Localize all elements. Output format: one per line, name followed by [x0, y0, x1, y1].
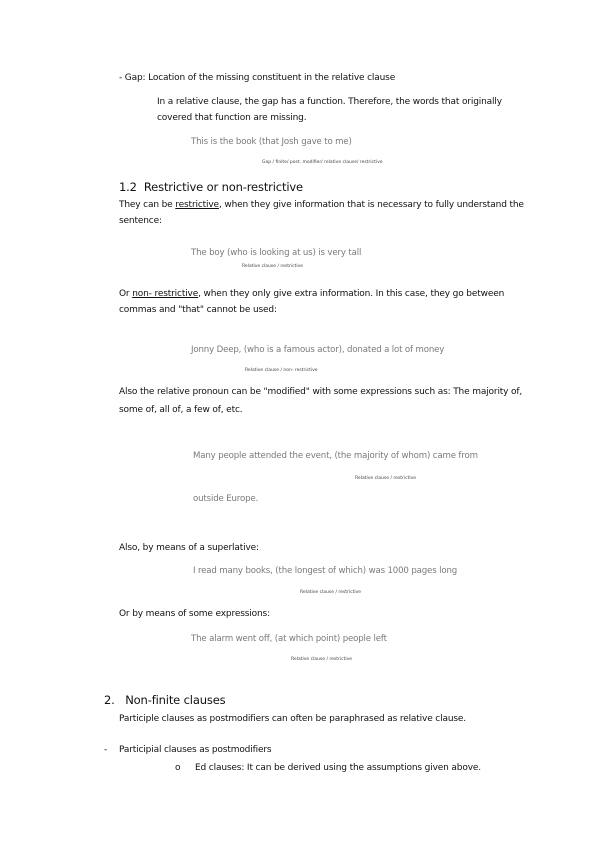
section-title: Non-finite clauses	[125, 693, 226, 707]
section-title: Restrictive or non-restrictive	[143, 180, 303, 194]
modified-paragraph-line2: some of, all of, a few of, etc.	[119, 405, 243, 415]
restrictive-paragraph-line1	[119, 199, 524, 211]
gap-description-line2: covered that function are missing.	[157, 113, 307, 123]
example-boy-annotation: Relative clause / restrictive	[242, 264, 304, 269]
restrictive-paragraph-line2: sentence:	[119, 216, 162, 226]
section-number: 2.	[104, 693, 115, 707]
example-books-sentence: I read many books, (the longest of which) was 1000 pages long	[193, 566, 458, 576]
section-1-2-heading	[119, 180, 303, 194]
expressions-line: Or by means of some expressions:	[119, 609, 270, 619]
participial-clauses-heading: Participial clauses as postmodifiers	[119, 745, 272, 755]
example-event-continuation: outside Europe.	[193, 494, 259, 504]
example-book-sentence: This is the book (that Josh gave to me)	[191, 137, 352, 147]
example-deep-annotation: Relative clause / non- restrictive	[245, 368, 318, 373]
example-book-annotation: Gap / finite/ post. modifier/ relative clause/ restrictive	[262, 160, 383, 165]
superlative-line: Also, by means of a superlative:	[119, 543, 259, 553]
example-alarm-annotation: Relative clause / restrictive	[291, 657, 353, 662]
text-span: Or	[119, 289, 130, 299]
example-deep-sentence: Jonny Deep, (who is a famous actor), donated a lot of money	[191, 345, 445, 355]
gap-bullet: - Gap: Location of the missing constituent in the relative clause	[119, 73, 396, 83]
nonrestrictive-paragraph-line1	[119, 288, 504, 300]
text-span: , when they give information that is necessary to fully understand the	[218, 200, 524, 210]
nonrestrictive-paragraph-line2: commas and "that" cannot be used:	[119, 305, 277, 315]
example-books-annotation: Relative clause / restrictive	[300, 590, 362, 595]
example-event-annotation: Relative clause / restrictive	[355, 476, 417, 481]
example-alarm-sentence: The alarm went off, (at which point) people left	[191, 634, 387, 644]
text-span: , when they only give extra information. In this case, they go between	[198, 289, 505, 299]
restrictive-term: restrictive	[175, 200, 219, 210]
section-number: 1.2	[119, 180, 137, 194]
nonrestrictive-term: non- restrictive	[132, 289, 199, 299]
modified-paragraph-line1: Also the relative pronoun can be "modified" with some expressions such as: The majority of,	[119, 387, 523, 397]
section-2-heading	[104, 693, 225, 707]
example-boy-sentence: The boy (who is looking at us) is very tall	[191, 248, 362, 258]
circle-bullet: o	[175, 763, 181, 773]
dash-bullet: -	[104, 745, 108, 755]
ed-clauses-line: Ed clauses: It can be derived using the assumptions given above.	[195, 763, 481, 773]
text-span: They can be	[119, 200, 173, 210]
participle-paragraph: Participle clauses as postmodifiers can often be paraphrased as relative clause.	[119, 714, 467, 724]
example-event-sentence: Many people attended the event, (the majority of whom) came from	[193, 451, 478, 461]
gap-description-line1: In a relative clause, the gap has a function. Therefore, the words that originally	[157, 97, 502, 107]
